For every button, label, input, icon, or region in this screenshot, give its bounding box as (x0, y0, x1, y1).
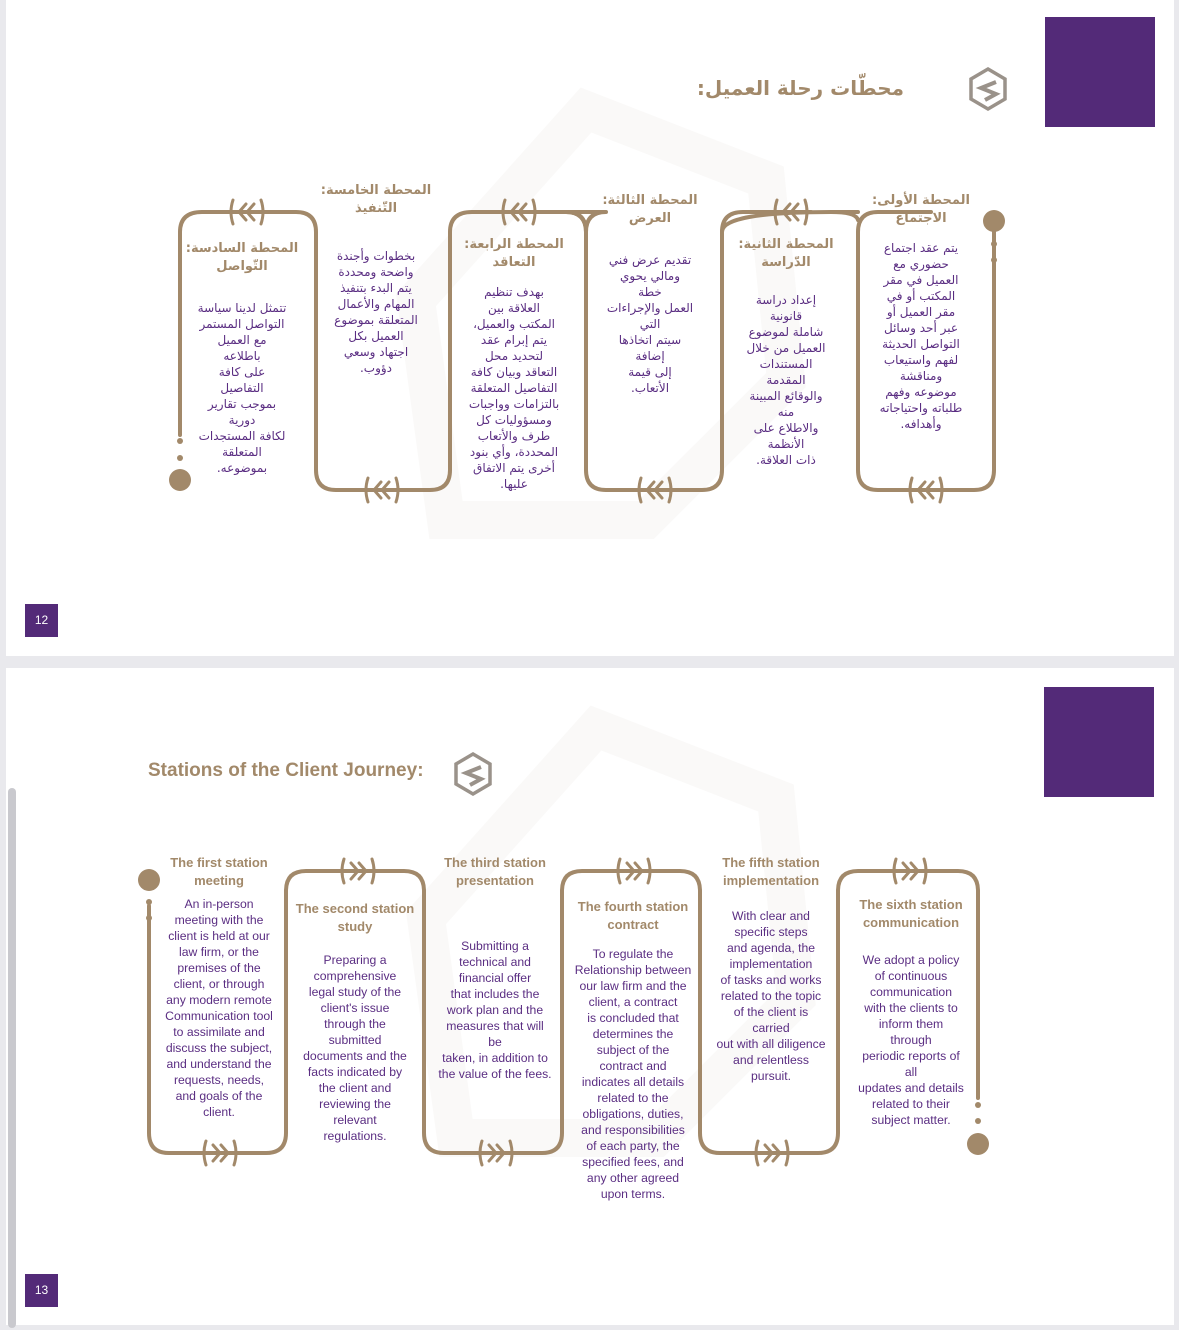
station-body: بخطوات وأجندة واضحة ومحددة يتم البدء بتنفيذ المهام والأعمال المتعلقة بموضوع العميل بكل اجتهاد وسعي دؤوب. (334, 249, 418, 375)
station-heading: المحطة الرابعة: التعاقد (464, 237, 564, 270)
end-marker-top (983, 210, 1005, 232)
station-body: تتمثل لدينا سياسة التواصل المستمر مع العميل باطلاعه على كافة التفاصيل بموجب تقارير دورية لكافة المستجدات المتعلقة بموضوعه. (197, 301, 287, 475)
station-1 (856, 192, 986, 432)
station-5 (704, 854, 838, 1084)
shield-s-logo-icon (971, 69, 1005, 109)
station-heading: The third station presentation (444, 855, 546, 888)
station-6 (170, 240, 314, 476)
scrollbar[interactable] (8, 788, 16, 1328)
station-heading: المحطة الثالثة: العرض (602, 193, 698, 226)
station-heading: The first station meeting (170, 855, 268, 888)
page-13 (6, 668, 1174, 1325)
station-3 (580, 192, 720, 396)
station-body: تقديم عرض فني ومالي يحوي خطة العمل والإجراءات التي سيتم اتخاذها إضافة إلى قيمة الأتعاب. (606, 253, 694, 395)
end-marker-bottom (967, 1133, 989, 1155)
station-body: إعداد دراسة قانونية شاملة لموضوع العميل من خلال المستندات المقدمة والوقائع المبينة منه والاطلاع على الأنظمة ذات العلاقة. (746, 293, 826, 467)
station-5 (304, 182, 448, 376)
station-6 (844, 896, 978, 1128)
station-heading: The second station study (295, 901, 415, 934)
station-heading: المحطة الأولى: الاجتماع (872, 193, 970, 226)
station-body: An in-person meeting with the client is held at our law firm, or the premises of the client, or through any modern remote Communication tool to assimilate and discuss the subject, and understand the requests, needs, and goals of the client. (165, 897, 273, 1119)
station-heading: المحطة الخامسة: التّنفيذ (320, 183, 432, 216)
station-body: Submitting a technical and financial offer that includes the work plan and the measures that will be taken, in addition to the value of the fees. (438, 939, 552, 1081)
station-body: We adopt a policy of continuous communication with the clients to inform them through periodic reports of all updates and details related to their subject matter. (858, 953, 964, 1127)
station-1 (154, 854, 284, 1120)
station-heading: المحطة الثانية: الدّراسة (738, 237, 834, 270)
corner-block (1045, 17, 1155, 127)
station-body: With clear and specific steps and agenda, the implementation of tasks and works related to the topic of the client is carried out with all diligence and relentless pursuit. (716, 909, 826, 1083)
station-4 (442, 236, 586, 492)
station-heading: The fourth station contract (577, 899, 689, 932)
page-title: Stations of the Client Journey: (148, 760, 424, 781)
station-body: Preparing a comprehensive legal study of the client's issue through the submitted documents and the facts indicated by the client and reviewing the relevant regulations. (303, 953, 407, 1143)
shield-s-logo-icon (456, 754, 490, 794)
station-heading: The sixth station communication (859, 897, 963, 930)
corner-block (1044, 687, 1154, 797)
station-heading: المحطة السادسة: التّواصل (185, 241, 299, 274)
station-heading: The fifth station implementation (722, 855, 820, 888)
station-3 (428, 854, 562, 1082)
page-12 (6, 0, 1174, 656)
station-2 (716, 236, 856, 468)
station-body: To regulate the Relationship between our law firm and the client, a contract is concluded that determines the subject of the contract and indicates all details related to the obligations, duties, and responsibilities of each party, the specified fees, and any other agreed upon terms. (574, 947, 692, 1201)
station-body: بهدف تنظيم العلاقة بين المكتب والعميل، يتم إبرام عقد لتحديد محل التعاقد وبيان كافة التفاصيل المتعلقة بالتزامات وواجبات ومسؤوليات كل طرف والأتعاب المحددة، وأي بنود أخرى يتم الاتفاق عليها. (468, 285, 560, 491)
station-2 (290, 900, 420, 1144)
page-number: 13 (25, 1274, 58, 1307)
station-4 (566, 898, 700, 1202)
station-body: يتم عقد اجتماع حضوري مع العميل في مقر المكتب أو في مقر العميل أو عبر أحد وسائل التواصل الحديثة لفهم واستيعاب ومناقشة موضوعه وفهم طلباته واحتياجاته وأهدافه. (879, 241, 963, 431)
page-number: 12 (25, 604, 58, 637)
page-title: محطّات رحلة العميل: (696, 76, 904, 100)
